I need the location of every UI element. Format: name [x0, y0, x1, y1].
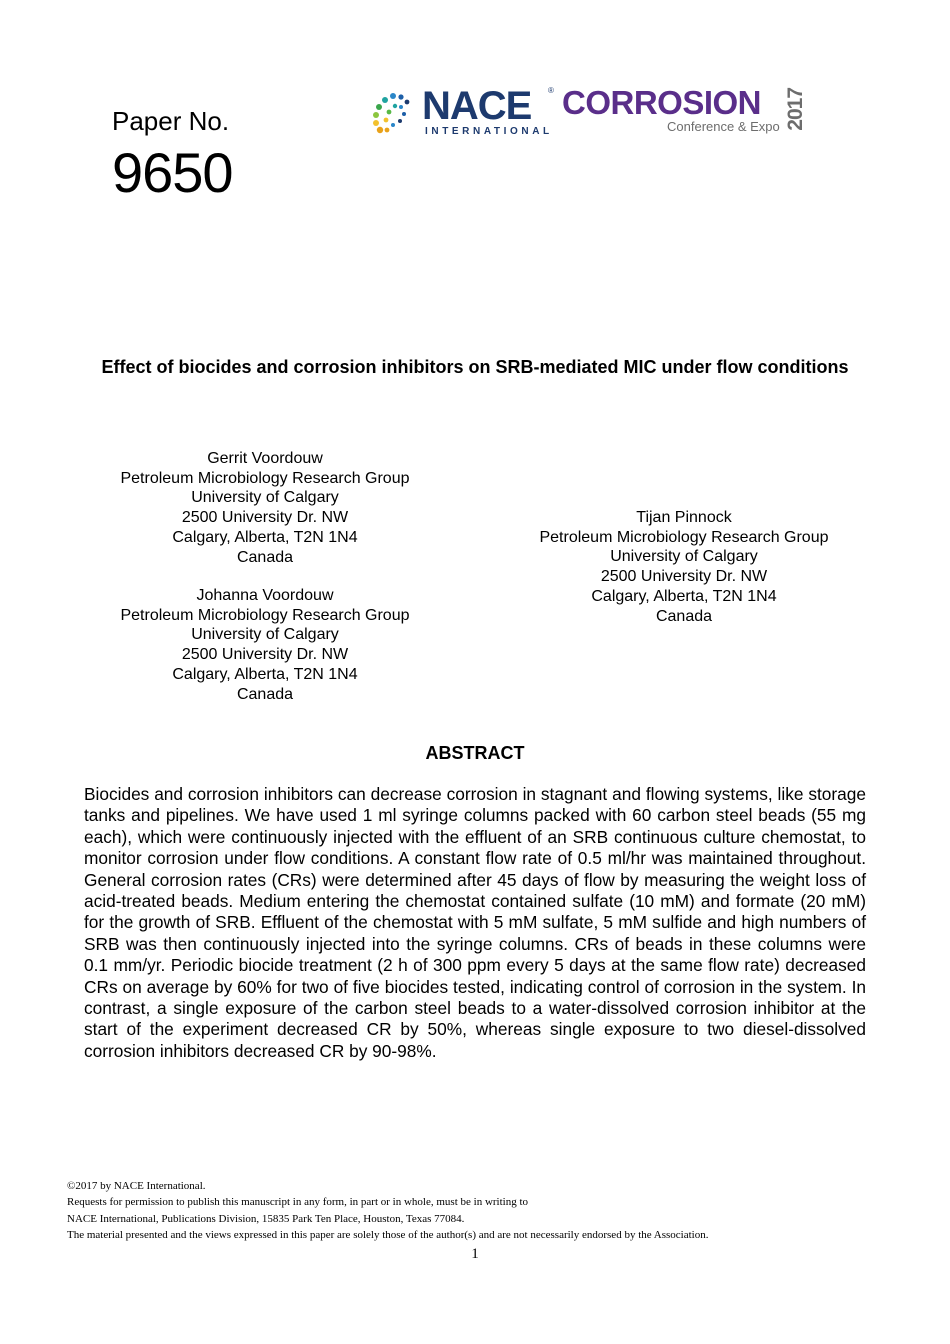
- author-name: Gerrit Voordouw: [207, 450, 323, 467]
- registered-mark: ®: [548, 86, 554, 95]
- nace-logo: [370, 86, 555, 142]
- abstract-heading: ABSTRACT: [425, 743, 525, 763]
- footer: [67, 1178, 708, 1243]
- author-institution: University of Calgary: [610, 548, 758, 566]
- paper-title: Effect of biocides and corrosion inhibitors on SRB-mediated MIC under flow conditions: [101, 357, 849, 377]
- footer-copyright: ©2017 by NACE International.: [67, 1180, 206, 1192]
- author-block: [85, 449, 445, 567]
- nace-wordmark: NACE: [422, 84, 532, 128]
- corrosion-logo: [562, 84, 824, 140]
- author-country: Canada: [655, 607, 713, 625]
- author-country: Canada: [236, 548, 294, 566]
- author-city: Calgary, Alberta, T2N 1N4: [172, 528, 358, 546]
- corrosion-wordmark: CORROSION: [562, 84, 762, 121]
- page-number: 1: [471, 1246, 479, 1262]
- footer-disclaimer: The material presented and the views expressed in this paper are solely those of the author(s) and are not necessarily endorsed by the Association.: [67, 1228, 709, 1241]
- author-country: Canada: [236, 685, 294, 703]
- nace-dots-icon: [370, 90, 418, 138]
- footer-permission: Requests for permission to publish this manuscript in any form, in part or in whole, must be in writing to: [67, 1196, 529, 1209]
- author-institution: University of Calgary: [191, 489, 339, 507]
- author-block: [85, 586, 445, 704]
- abstract-body: Biocides and corrosion inhibitors can decrease corrosion in stagnant and flowing systems, like storage tanks and pipelines. We have used 1 ml syringe columns packed with 60 carbon steel beads (55 mg each), which were continuously injected with the effluent of an SRB continuous culture chemostat, to monitor corrosion under flow conditions. A constant flow rate of 0.5 ml/hr was maintained throughout. General corrosion rates (CRs) were determined after 45 days of flow by measuring the weight loss of acid-treated beads. Medium entering the chemostat contained sulfate (10 mM) and formate (20 mM) for the growth of SRB. Effluent of the chemostat with 5 mM sulfate, 5 mM sulfide and high numbers of SRB was then continuously injected into the syringe columns. CRs of beads in these columns were 0.1 mm/yr. Periodic biocide treatment (2 h of 300 ppm every 5 days at the same flow rate) decreased CRs on average by 60% for two of five biocides tested, indicating control of corrosion in the system. In contrast, a single exposure of the carbon steel beads to a water-dissolved corrosion inhibitor at the start of the experiment decreased CR by 50%, whereas single exposure to two diesel-dissolved corrosion inhibitors decreased CR by 90-98%.: [84, 784, 866, 1061]
- nace-subtitle: INTERNATIONAL: [425, 126, 553, 137]
- corrosion-year: 2017: [784, 88, 807, 131]
- author-group: Petroleum Microbiology Research Group: [120, 469, 410, 487]
- author-city: Calgary, Alberta, T2N 1N4: [172, 665, 358, 683]
- corrosion-subtitle: Conference & Expo: [667, 119, 780, 134]
- author-street: 2500 University Dr. NW: [181, 509, 349, 527]
- author-institution: University of Calgary: [191, 626, 339, 644]
- paper-label: Paper No.: [112, 106, 230, 136]
- author-street: 2500 University Dr. NW: [600, 568, 768, 586]
- author-block: [504, 508, 864, 626]
- author-city: Calgary, Alberta, T2N 1N4: [591, 587, 777, 605]
- author-street: 2500 University Dr. NW: [181, 646, 349, 664]
- author-name: Johanna Voordouw: [196, 587, 334, 604]
- footer-address: NACE International, Publications Division, 15835 Park Ten Place, Houston, Texas 77084.: [67, 1212, 465, 1225]
- author-group: Petroleum Microbiology Research Group: [539, 528, 829, 546]
- paper-number: 9650: [112, 141, 233, 204]
- author-name: Tijan Pinnock: [636, 509, 732, 526]
- author-group: Petroleum Microbiology Research Group: [120, 606, 410, 624]
